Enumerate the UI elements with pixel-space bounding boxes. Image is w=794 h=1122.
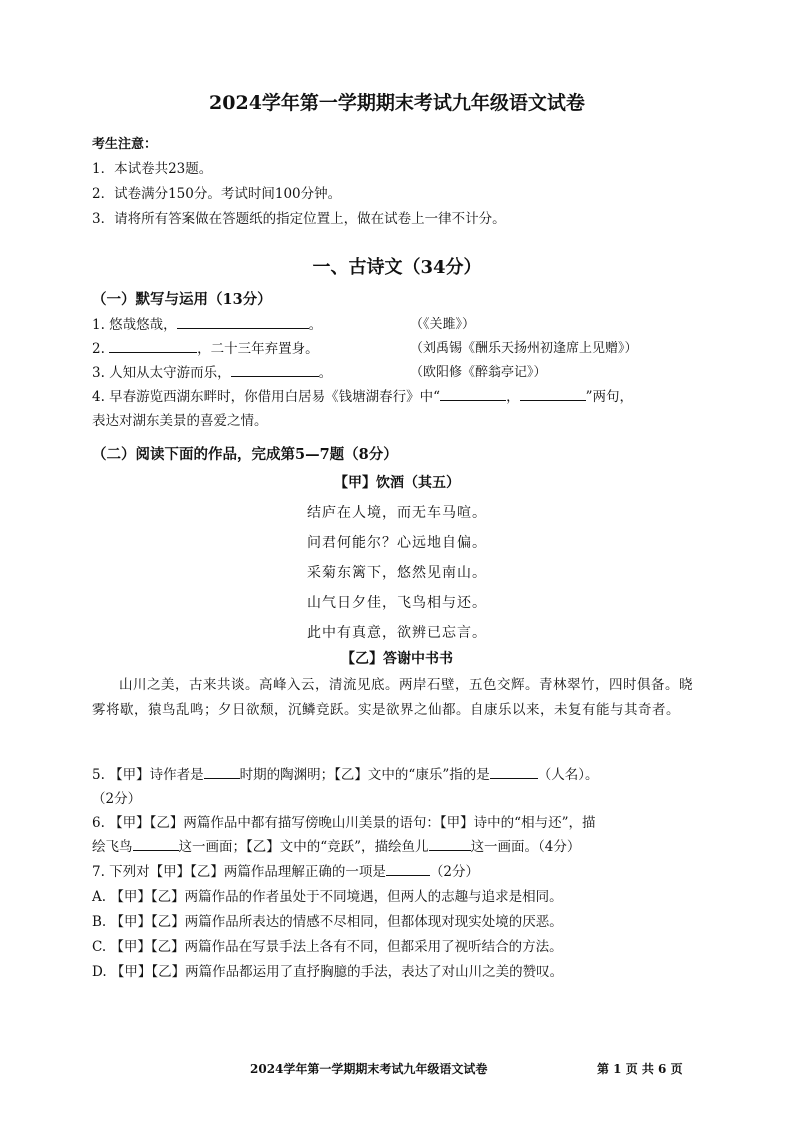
option-a: A. 【甲】【乙】两篇作品的作者虽处于不同境遇，但两人的志趣与追求是相同。	[92, 889, 563, 905]
q4-comma: ，	[506, 389, 520, 405]
q3-text-end: 。	[318, 365, 333, 381]
q2-text-end: ，二十三年弃置身。	[197, 341, 319, 357]
part2-heading: （二）阅读下面的作品，完成第5—7题（8分）	[92, 446, 398, 463]
q4-text-end: ”两句，	[585, 389, 633, 405]
option-d: D. 【甲】【乙】两篇作品都运用了直抒胸臆的手法，表达了对山川之美的赞叹。	[92, 964, 564, 980]
notice-item: 2．试卷满分150分。考试时间100分钟。	[92, 186, 342, 202]
notice-item: 3．请将所有答案做在答题纸的指定位置上，做在试卷上一律不计分。	[92, 211, 506, 227]
answer-blank[interactable]	[204, 765, 240, 779]
question-1	[92, 313, 322, 333]
question-7	[92, 860, 479, 880]
answer-blank[interactable]	[440, 387, 506, 401]
q4-text: 4. 早春游览西湖东畔时，你借用白居易《钱塘湖春行》中“	[92, 389, 441, 405]
q1-text-end: 。	[308, 317, 323, 333]
q6-text-mid: 这一画面；【乙】文中的“竞跃”，描绘鱼儿	[178, 839, 429, 855]
page-number: 第 1 页 共 6 页	[597, 1062, 683, 1076]
section-heading: 一、古诗文（34分）	[312, 257, 482, 278]
answer-blank[interactable]	[133, 837, 179, 851]
q5-text-mid: 时期的陶渊明；【乙】文中的“康乐”指的是	[239, 767, 490, 783]
q6-text: 绘飞鸟	[92, 839, 133, 855]
question-2	[92, 337, 319, 357]
prose-title: 【乙】答谢中书书	[341, 651, 453, 667]
q6-text-end: 这一画面。（4分）	[470, 839, 581, 855]
answer-blank[interactable]	[386, 862, 430, 876]
q3-source: （欧阳修《醉翁亭记》）	[410, 365, 547, 380]
question-4	[92, 385, 633, 405]
q3-text: 3. 人知从太守游而乐，	[92, 365, 231, 381]
q5-text: 5. 【甲】诗作者是	[92, 767, 204, 783]
question-6-line2	[92, 835, 580, 855]
q1-source: （《关雎》）	[410, 317, 476, 332]
notice-heading: 考生注意：	[92, 137, 158, 152]
question-3	[92, 361, 332, 381]
q5-text-end: （人名）。	[537, 767, 599, 783]
answer-blank[interactable]	[490, 765, 538, 779]
q1-text: 1. 悠哉悠哉，	[92, 317, 177, 333]
notice-item: 1．本试卷共23题。	[92, 161, 213, 177]
poem-line: 问君何能尔？心远地自偏。	[307, 535, 487, 551]
q2-text: 2.	[92, 341, 110, 357]
exam-title: 2024学年第一学期期末考试九年级语文试卷	[209, 92, 585, 114]
option-c: C. 【甲】【乙】两篇作品在写景手法上各有不同，但都采用了视听结合的方法。	[92, 939, 563, 955]
q4-line2: 表达对湖东美景的喜爱之情。	[92, 413, 268, 429]
answer-blank[interactable]	[231, 363, 319, 377]
footer-title: 2024学年第一学期期末考试九年级语文试卷	[250, 1062, 488, 1076]
q7-text: 7. 下列对【甲】【乙】两篇作品理解正确的一项是	[92, 864, 386, 880]
answer-blank[interactable]	[177, 315, 309, 329]
prose-text: 山川之美，古来共谈。高峰入云，清流见底。两岸石壁，五色交辉。青林翠竹，四时俱备。晓雾将歇，猿鸟乱鸣；夕日欲颓，沉鳞竞跃。实是欲界之仙都。自康乐以来，未复有能与其奇者。	[92, 677, 693, 718]
poem-line: 采菊东篱下，悠然见南山。	[307, 565, 487, 581]
poem-title: 【甲】饮酒（其五）	[334, 475, 460, 491]
q2-source: （刘禹锡《酬乐天扬州初逢席上见赠》）	[410, 341, 638, 356]
q7-score: （2分）	[429, 864, 480, 880]
question-5	[92, 763, 598, 783]
poem-line: 山气日夕佳，飞鸟相与还。	[307, 595, 487, 611]
part1-heading: （一）默写与运用（13分）	[92, 291, 272, 308]
poem-line: 此中有真意，欲辨已忘言。	[307, 625, 487, 641]
question-6: 6. 【甲】【乙】两篇作品中都有描写傍晚山川美景的语句：【甲】诗中的“相与还”，描	[92, 815, 596, 831]
answer-blank[interactable]	[109, 339, 197, 353]
answer-blank[interactable]	[429, 837, 471, 851]
poem-line: 结庐在人境，而无车马喧。	[307, 505, 487, 521]
q5-score: （2分）	[92, 791, 142, 807]
option-b: B. 【甲】【乙】两篇作品所表达的情感不尽相同，但都体现对现实处境的厌恶。	[92, 914, 563, 930]
answer-blank[interactable]	[520, 387, 586, 401]
